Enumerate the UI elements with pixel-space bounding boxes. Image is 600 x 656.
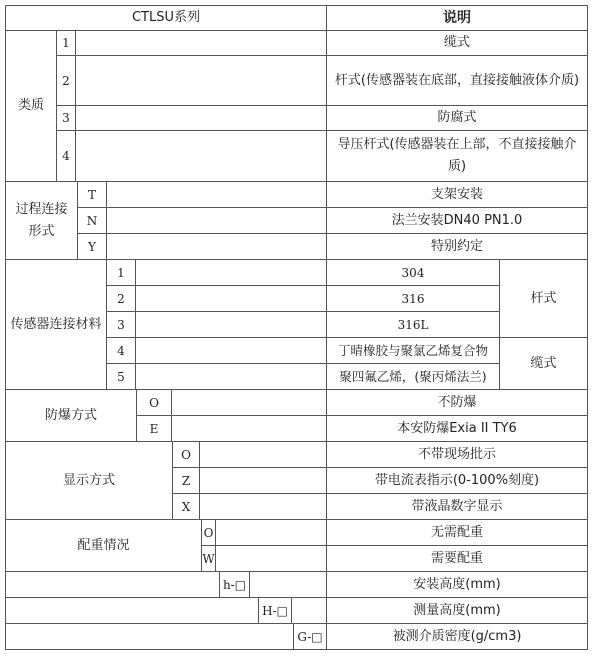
material-desc-1: 304 [326,259,500,286]
type-desc-3: 防腐式 [326,105,588,131]
weight-code-w: W [201,545,216,572]
process-fill-t [106,181,327,208]
param-blank-1 [5,571,220,598]
process-desc-y: 特别约定 [326,233,588,260]
explosion-fill-o [171,389,327,416]
weight-desc-w: 需要配重 [326,545,588,572]
material-code-5: 5 [106,363,136,390]
display-fill-o [199,441,327,468]
display-code-x: X [172,493,200,520]
process-code-y: Y [77,233,107,260]
param-fill-1 [249,571,327,598]
type-desc-4: 导压杆式(传感器装在上部，不直接接触介质) [326,130,588,182]
display-desc-o: 不带现场批示 [326,441,588,468]
explosion-desc-e: 本安防爆Exia II TY6 [326,415,588,442]
display-code-o: O [172,441,200,468]
param-blank-3 [5,623,294,650]
material-desc-3: 316L [326,311,500,338]
weight-group-label: 配重情况 [5,519,202,572]
material-desc-5: 聚四氟乙烯，(聚丙烯法兰) [326,363,500,390]
material-fill-1 [135,259,327,286]
param-blank-2 [5,597,259,624]
material-fill-5 [135,363,327,390]
explosion-group-label: 防爆方式 [5,389,137,442]
type-fill-1 [75,30,327,56]
material-code-1: 1 [106,259,136,286]
explosion-desc-o: 不防爆 [326,389,588,416]
type-group-label: 类质 [5,30,57,182]
header-series: CTLSU系列 [5,5,327,31]
material-subgroup-cable: 缆式 [499,337,588,390]
material-code-4: 4 [106,337,136,364]
display-fill-x [199,493,327,520]
material-fill-4 [135,337,327,364]
type-fill-2 [75,55,327,106]
material-desc-4: 丁晴橡胶与聚氯乙烯复合物 [326,337,500,364]
type-desc-2: 杆式(传感器装在底部，直接接触液体介质) [326,55,588,106]
param-desc-measure-height: 测量高度(mm) [326,597,588,624]
material-desc-2: 316 [326,285,500,312]
param-code-g: G-□ [293,623,327,650]
display-code-z: Z [172,467,200,494]
material-fill-3 [135,311,327,338]
type-code-4: 4 [56,130,76,182]
explosion-fill-e [171,415,327,442]
weight-fill-w [215,545,327,572]
type-code-1: 1 [56,30,76,56]
param-code-h-upper: H-□ [258,597,292,624]
display-desc-x: 带液晶数字显示 [326,493,588,520]
header-description: 说明 [326,5,588,31]
process-fill-y [106,233,327,260]
process-code-t: T [77,181,107,208]
explosion-code-o: O [136,389,172,416]
type-desc-1: 缆式 [326,30,588,56]
material-subgroup-rod: 杆式 [499,259,588,338]
weight-fill-o [215,519,327,546]
param-desc-density: 被测介质密度(g/cm3) [326,623,588,650]
process-code-n: N [77,207,107,234]
weight-code-o: O [201,519,216,546]
process-desc-t: 支架安装 [326,181,588,208]
weight-desc-o: 无需配重 [326,519,588,546]
type-code-2: 2 [56,55,76,106]
process-desc-n: 法兰安装DN40 PN1.0 [326,207,588,234]
explosion-code-e: E [136,415,172,442]
type-fill-4 [75,130,327,182]
display-fill-z [199,467,327,494]
material-fill-2 [135,285,327,312]
material-group-label: 传感器连接材料 [5,259,107,390]
type-fill-3 [75,105,327,131]
process-group-label: 过程连接形式 [5,181,78,260]
param-code-h-lower: h-□ [219,571,250,598]
material-code-2: 2 [106,285,136,312]
param-desc-install-height: 安装高度(mm) [326,571,588,598]
display-desc-z: 带电流表指示(0-100%刻度) [326,467,588,494]
type-code-3: 3 [56,105,76,131]
material-code-3: 3 [106,311,136,338]
display-group-label: 显示方式 [5,441,173,520]
param-fill-2 [291,597,327,624]
process-fill-n [106,207,327,234]
